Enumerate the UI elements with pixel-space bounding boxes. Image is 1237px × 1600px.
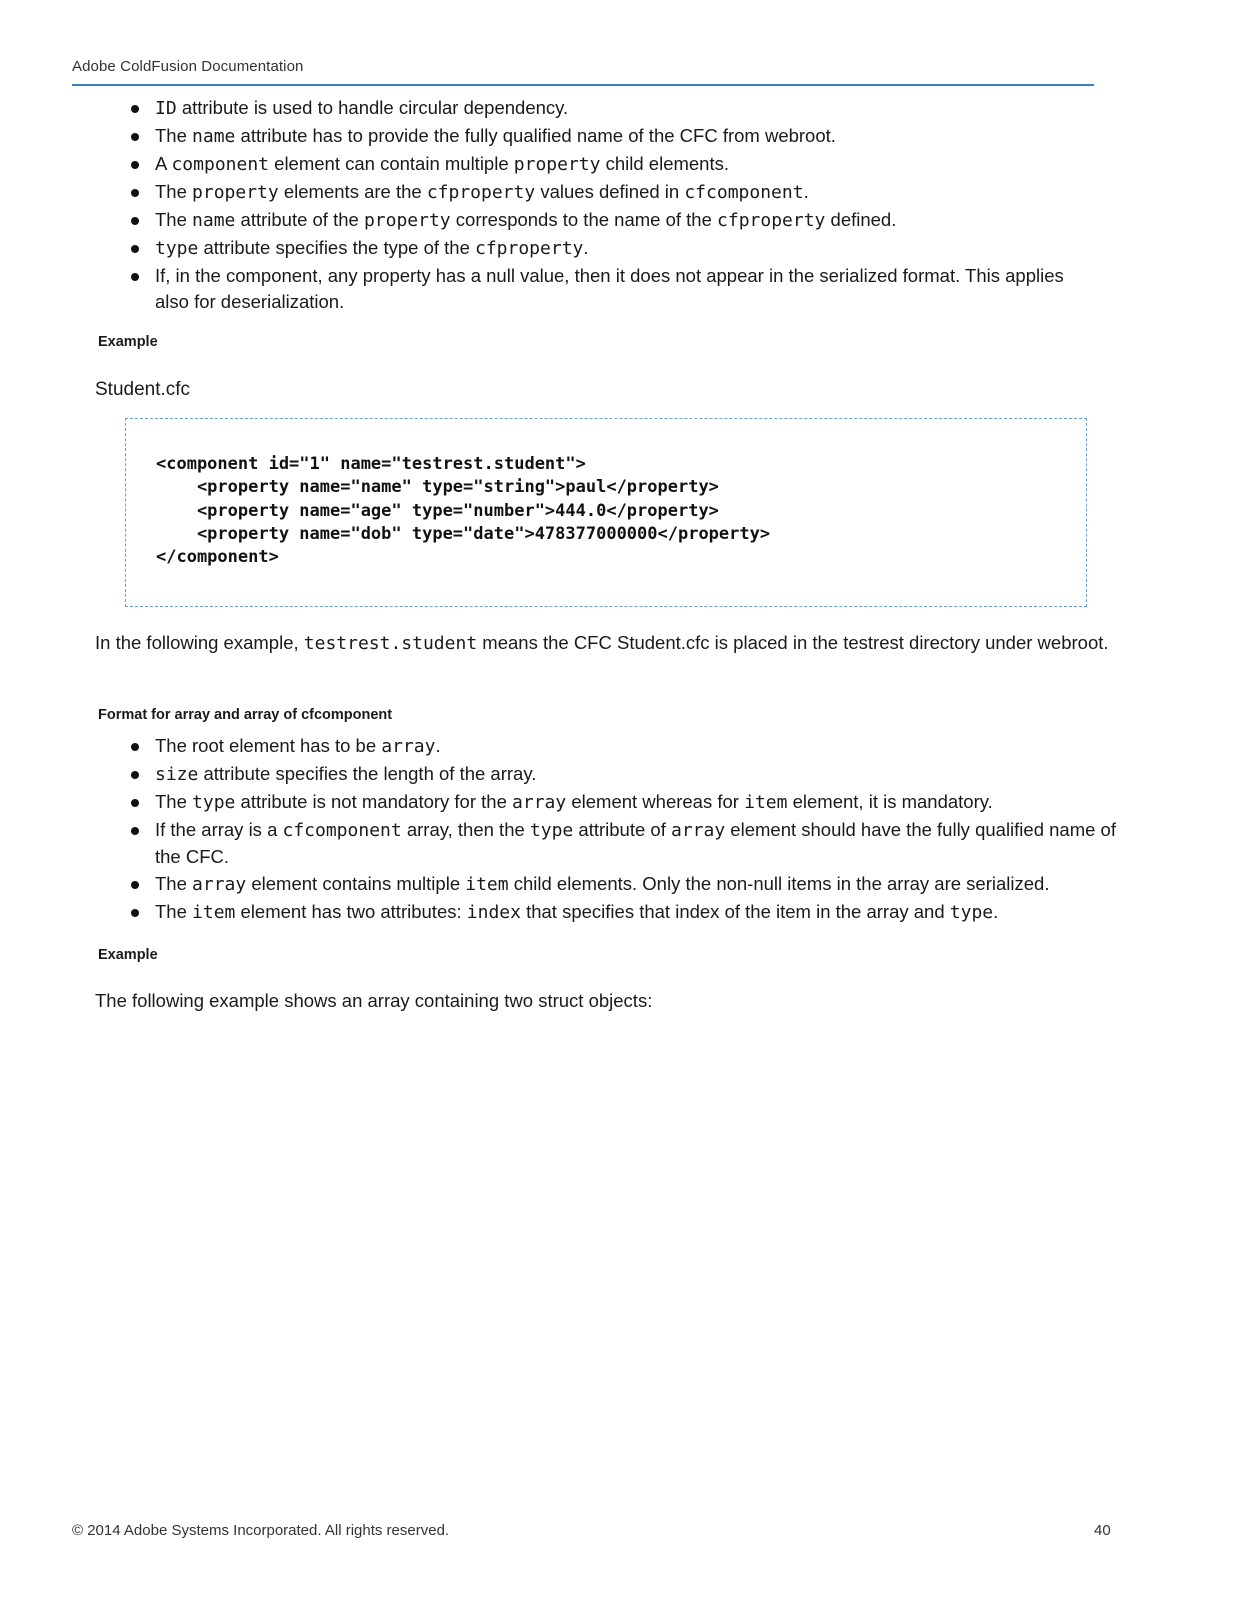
inline-code: property <box>363 210 451 231</box>
inline-code: ID <box>155 98 177 119</box>
text-run: attribute specifies the type of the <box>198 237 475 258</box>
text-run: array, then the <box>401 819 530 840</box>
array-paragraph: The following example shows an array containing two struct objects: <box>95 990 653 1011</box>
inline-code: type <box>529 820 574 841</box>
list-item <box>131 123 1091 150</box>
text-run: element contains multiple <box>246 873 466 894</box>
following-paragraph <box>95 630 1125 657</box>
page-header <box>72 58 1094 86</box>
text-run: element, it is mandatory. <box>787 791 993 812</box>
text-run: attribute is used to handle circular dependency. <box>176 97 569 118</box>
filename-label: Student.cfc <box>95 379 191 400</box>
list-item <box>131 817 1121 870</box>
list-item <box>131 95 1091 122</box>
code-line: <property name="name" type="string">paul</property> <box>156 477 719 498</box>
inline-code: cfproperty <box>717 210 826 231</box>
doc-title: Adobe ColdFusion Documentation <box>72 58 304 75</box>
list-item <box>131 151 1091 178</box>
list-item <box>131 235 1091 262</box>
text-run: element has two attributes: <box>235 901 467 922</box>
text-run: that specifies that index of the item in the array and <box>520 901 950 922</box>
format-heading: Format for array and array of cfcomponent <box>98 707 393 723</box>
code-block <box>125 418 1087 607</box>
inline-code: cfcomponent <box>684 182 804 203</box>
inline-code: name <box>192 210 236 231</box>
text-run: attribute of <box>573 819 671 840</box>
list-item <box>131 871 1121 898</box>
inline-code: cfproperty <box>475 238 584 259</box>
text-run: attribute of the <box>235 209 364 230</box>
list-item <box>131 789 1121 816</box>
inline-code: size <box>155 764 199 785</box>
text-run: child elements. Only the non-null items in the array are serialized. <box>508 873 1050 894</box>
inline-code: item <box>192 902 236 923</box>
inline-code: cfcomponent <box>282 820 402 841</box>
inline-code: array <box>192 874 247 895</box>
text-run: attribute is not mandatory for the <box>235 791 513 812</box>
inline-code: cfproperty <box>426 182 536 203</box>
inline-code: item <box>744 792 788 813</box>
inline-code: array <box>512 792 567 813</box>
array-format-list <box>131 733 1121 927</box>
text-run: means the CFC Student.cfc is placed in the testrest directory under webroot. <box>477 632 1109 653</box>
list-item <box>131 761 1121 788</box>
text-run: defined. <box>825 209 897 230</box>
text-run: The <box>155 209 193 230</box>
text-run: element can contain multiple <box>269 153 514 174</box>
inline-code: array <box>381 736 436 757</box>
footer-copyright: © 2014 Adobe Systems Incorporated. All rights reserved. <box>72 1522 450 1539</box>
text-run: If the array is a <box>155 819 283 840</box>
text-run: attribute has to provide the fully qualified name of the CFC from webroot. <box>235 125 836 146</box>
inline-code: name <box>192 126 236 147</box>
text-run: element whereas for <box>566 791 745 812</box>
code-line: <property name="dob" type="date">478377000000</property> <box>156 523 771 544</box>
code-line: </component> <box>156 547 279 568</box>
inline-code: type <box>949 902 994 923</box>
inline-code: testrest.student <box>303 633 478 654</box>
text-run: The <box>155 181 193 202</box>
list-item <box>131 899 1121 926</box>
list-item <box>131 207 1091 234</box>
text-run: If, in the component, any property has a null value, then it does not appear in the serialized format. This applies also for deserialization. <box>155 265 1064 312</box>
text-run: attribute specifies the length of the array. <box>198 763 537 784</box>
text-run: The root element has to be <box>155 735 382 756</box>
text-run: corresponds to the name of the <box>450 209 718 230</box>
inline-code: type <box>155 238 199 259</box>
list-item <box>131 263 1091 315</box>
code-line: <property name="age" type="number">444.0</property> <box>156 500 719 521</box>
text-run: The <box>155 873 193 894</box>
list-item <box>131 179 1091 206</box>
inline-code: component <box>171 154 270 175</box>
example-heading: Example <box>98 334 158 350</box>
inline-code: index <box>466 902 521 923</box>
text-run: The <box>155 791 193 812</box>
text-run: . <box>803 181 809 202</box>
text-run: element should have the fully qualified name of the CFC. <box>155 819 1116 867</box>
inline-code: property <box>513 154 601 175</box>
code-line: <component id="1" name="testrest.student"> <box>156 454 586 474</box>
text-run: values defined in <box>535 181 685 202</box>
inline-code: type <box>192 792 236 813</box>
attribute-list <box>131 95 1091 316</box>
inline-code: array <box>670 820 726 841</box>
text-run: A <box>155 153 172 174</box>
text-run: The <box>155 901 193 922</box>
text-run: The <box>155 125 193 146</box>
text-run: . <box>583 237 589 258</box>
inline-code: item <box>465 874 509 895</box>
example-heading-2: Example <box>98 947 158 963</box>
text-run: . <box>435 735 441 756</box>
text-run: elements are the <box>278 181 427 202</box>
footer-page-number: 40 <box>1094 1522 1111 1539</box>
text-run: In the following example, <box>95 632 304 653</box>
inline-code: property <box>192 182 279 203</box>
text-run: . <box>993 901 999 922</box>
text-run: child elements. <box>600 153 730 174</box>
list-item <box>131 733 1121 760</box>
